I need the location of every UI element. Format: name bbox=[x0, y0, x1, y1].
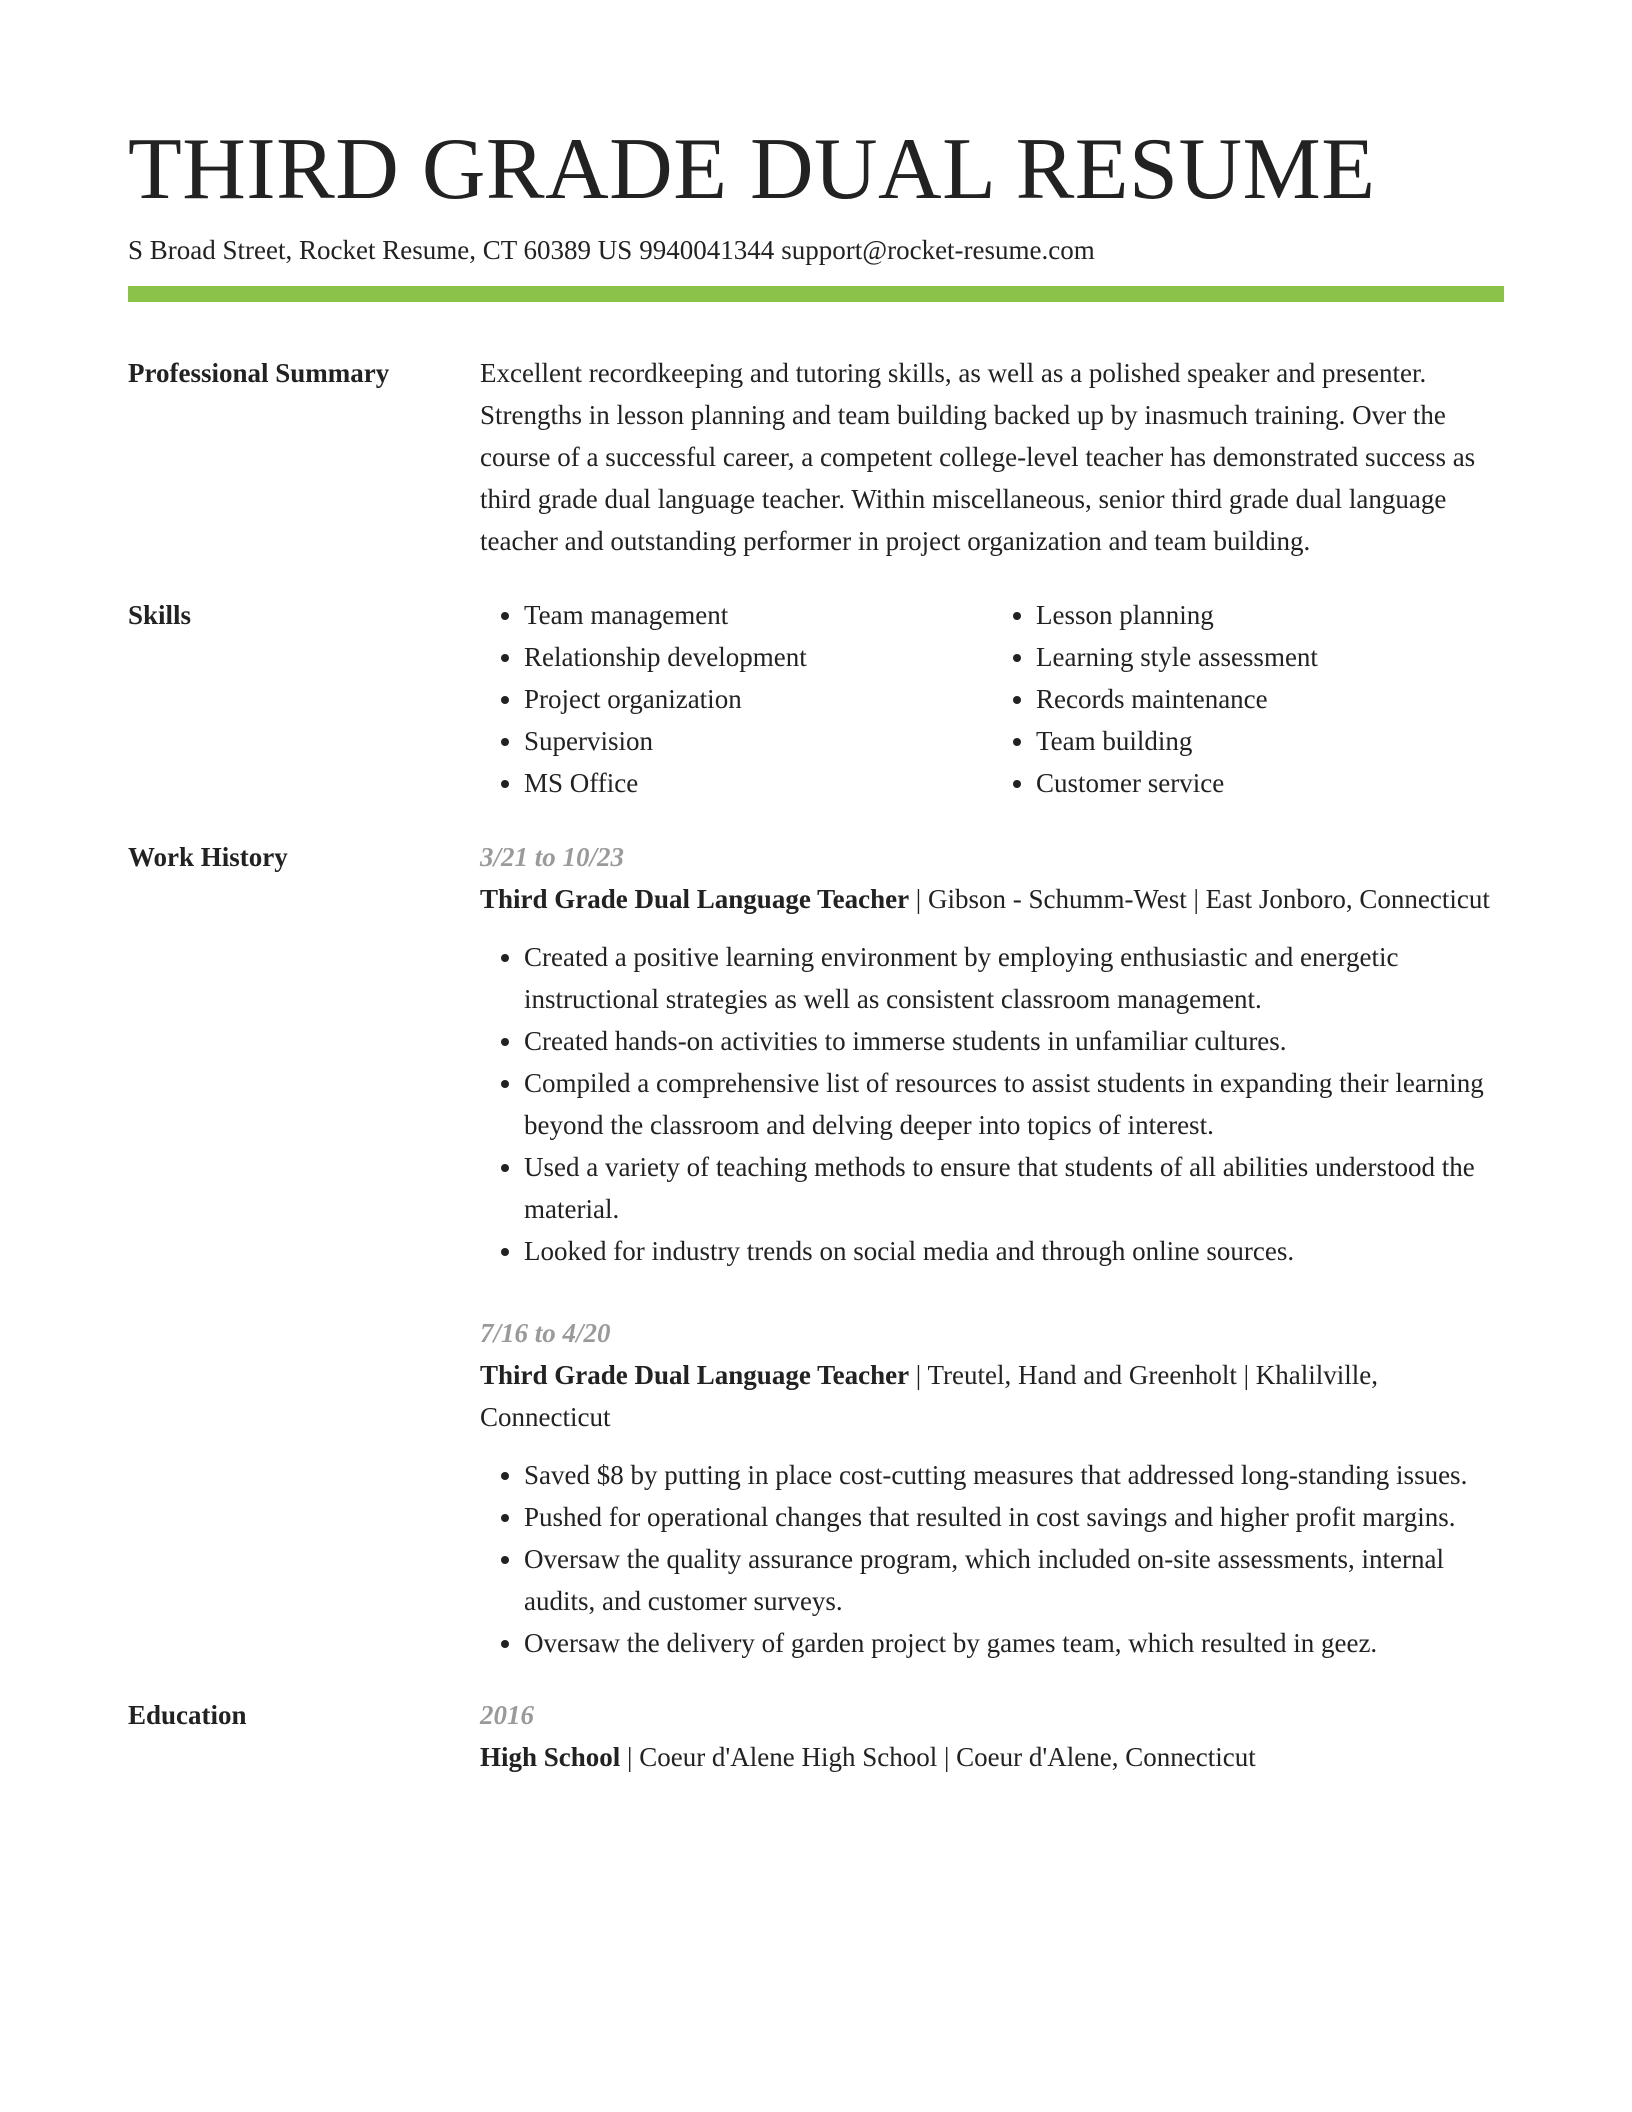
job-bullet: • Used a variety of teaching methods to ensure that students of all abilities understood the material. bbox=[524, 1146, 1504, 1230]
skill-item: • Relationship development bbox=[524, 636, 992, 678]
job-title: Third Grade Dual Language Teacher bbox=[480, 1360, 910, 1390]
section-work-history bbox=[128, 836, 1504, 1664]
skill-item: • Team management bbox=[524, 594, 992, 636]
education-line bbox=[480, 1736, 1504, 1778]
section-professional-summary bbox=[128, 352, 1504, 562]
section-skills bbox=[128, 594, 1504, 804]
job-bullet: • Oversaw the delivery of garden project by games team, which resulted in geez. bbox=[524, 1622, 1504, 1664]
skills-body bbox=[480, 594, 1504, 804]
skills-column-2 bbox=[992, 594, 1504, 804]
job-bullet: • Created hands-on activities to immerse students in unfamiliar cultures. bbox=[524, 1020, 1504, 1062]
contact-address: S Broad Street, Rocket Resume, CT 60389 US bbox=[128, 235, 633, 265]
education-details: | Coeur d'Alene High School | Coeur d'Alene, Connecticut bbox=[620, 1742, 1256, 1772]
job-dates: 7/16 to 4/20 bbox=[480, 1318, 611, 1348]
summary-body bbox=[480, 352, 1504, 562]
skill-item: • Records maintenance bbox=[1036, 678, 1504, 720]
contact-phone: 9940041344 bbox=[639, 235, 775, 265]
job-bullet: • Oversaw the quality assurance program, which included on-site assessments, internal audits, and customer surveys. bbox=[524, 1538, 1504, 1622]
skill-item: • Supervision bbox=[524, 720, 992, 762]
education-body bbox=[480, 1694, 1504, 1778]
job-details: | Gibson - Schumm-West | East Jonboro, Connecticut bbox=[909, 884, 1490, 914]
skill-item: • Lesson planning bbox=[1036, 594, 1504, 636]
education-dates: 2016 bbox=[480, 1700, 534, 1730]
skill-item: • Learning style assessment bbox=[1036, 636, 1504, 678]
job-title-line bbox=[480, 1354, 1504, 1438]
section-education bbox=[128, 1694, 1504, 1778]
job-bullets bbox=[480, 1454, 1504, 1664]
job-entry bbox=[480, 836, 1504, 1272]
section-label-work: Work History bbox=[128, 842, 288, 872]
job-title-line bbox=[480, 878, 1504, 920]
work-body bbox=[480, 836, 1504, 1664]
job-bullet: • Saved $8 by putting in place cost-cutting measures that addressed long-standing issues. bbox=[524, 1454, 1504, 1496]
section-label-skills: Skills bbox=[128, 600, 192, 630]
job-bullet: • Created a positive learning environment by employing enthusiastic and energetic instructional strategies as well as consistent classroom management. bbox=[524, 936, 1504, 1020]
job-dates: 3/21 to 10/23 bbox=[480, 842, 625, 872]
job-details: | Treutel, Hand and Greenholt | Khalilville, Connecticut bbox=[480, 1360, 1379, 1432]
job-bullet: • Pushed for operational changes that resulted in cost savings and higher profit margins. bbox=[524, 1496, 1504, 1538]
skill-item: • MS Office bbox=[524, 762, 992, 804]
skills-column-1 bbox=[480, 594, 992, 804]
skills-grid bbox=[480, 594, 1504, 804]
skill-item: • Customer service bbox=[1036, 762, 1504, 804]
skill-item: • Project organization bbox=[524, 678, 992, 720]
job-bullets bbox=[480, 936, 1504, 1272]
resume-page bbox=[128, 118, 1504, 1778]
resume-name: THIRD GRADE DUAL RESUME bbox=[128, 121, 1376, 218]
job-bullet: • Looked for industry trends on social media and through online sources. bbox=[524, 1230, 1504, 1272]
skill-item: • Team building bbox=[1036, 720, 1504, 762]
job-title: Third Grade Dual Language Teacher bbox=[480, 884, 910, 914]
summary-text: Excellent recordkeeping and tutoring skills, as well as a polished speaker and presenter. Strengths in lesson planning and team building backed up by inasmuch training. Over the course of a successful career, a competent college-level teacher has demonstrated success as third grade dual language teacher. Within miscellaneous, senior third grade dual language teacher and outstanding performer in project organization and team building. bbox=[480, 358, 1476, 556]
contact-email[interactable]: support@rocket-resume.com bbox=[781, 235, 1095, 265]
job-bullet: • Compiled a comprehensive list of resources to assist students in expanding their learning beyond the classroom and delving deeper into topics of interest. bbox=[524, 1062, 1504, 1146]
education-degree: High School bbox=[480, 1742, 621, 1772]
section-label-education: Education bbox=[128, 1700, 247, 1730]
job-entry bbox=[480, 1312, 1504, 1664]
section-label-summary: Professional Summary bbox=[128, 358, 390, 388]
contact-line bbox=[128, 230, 1504, 270]
header-divider bbox=[128, 286, 1504, 302]
